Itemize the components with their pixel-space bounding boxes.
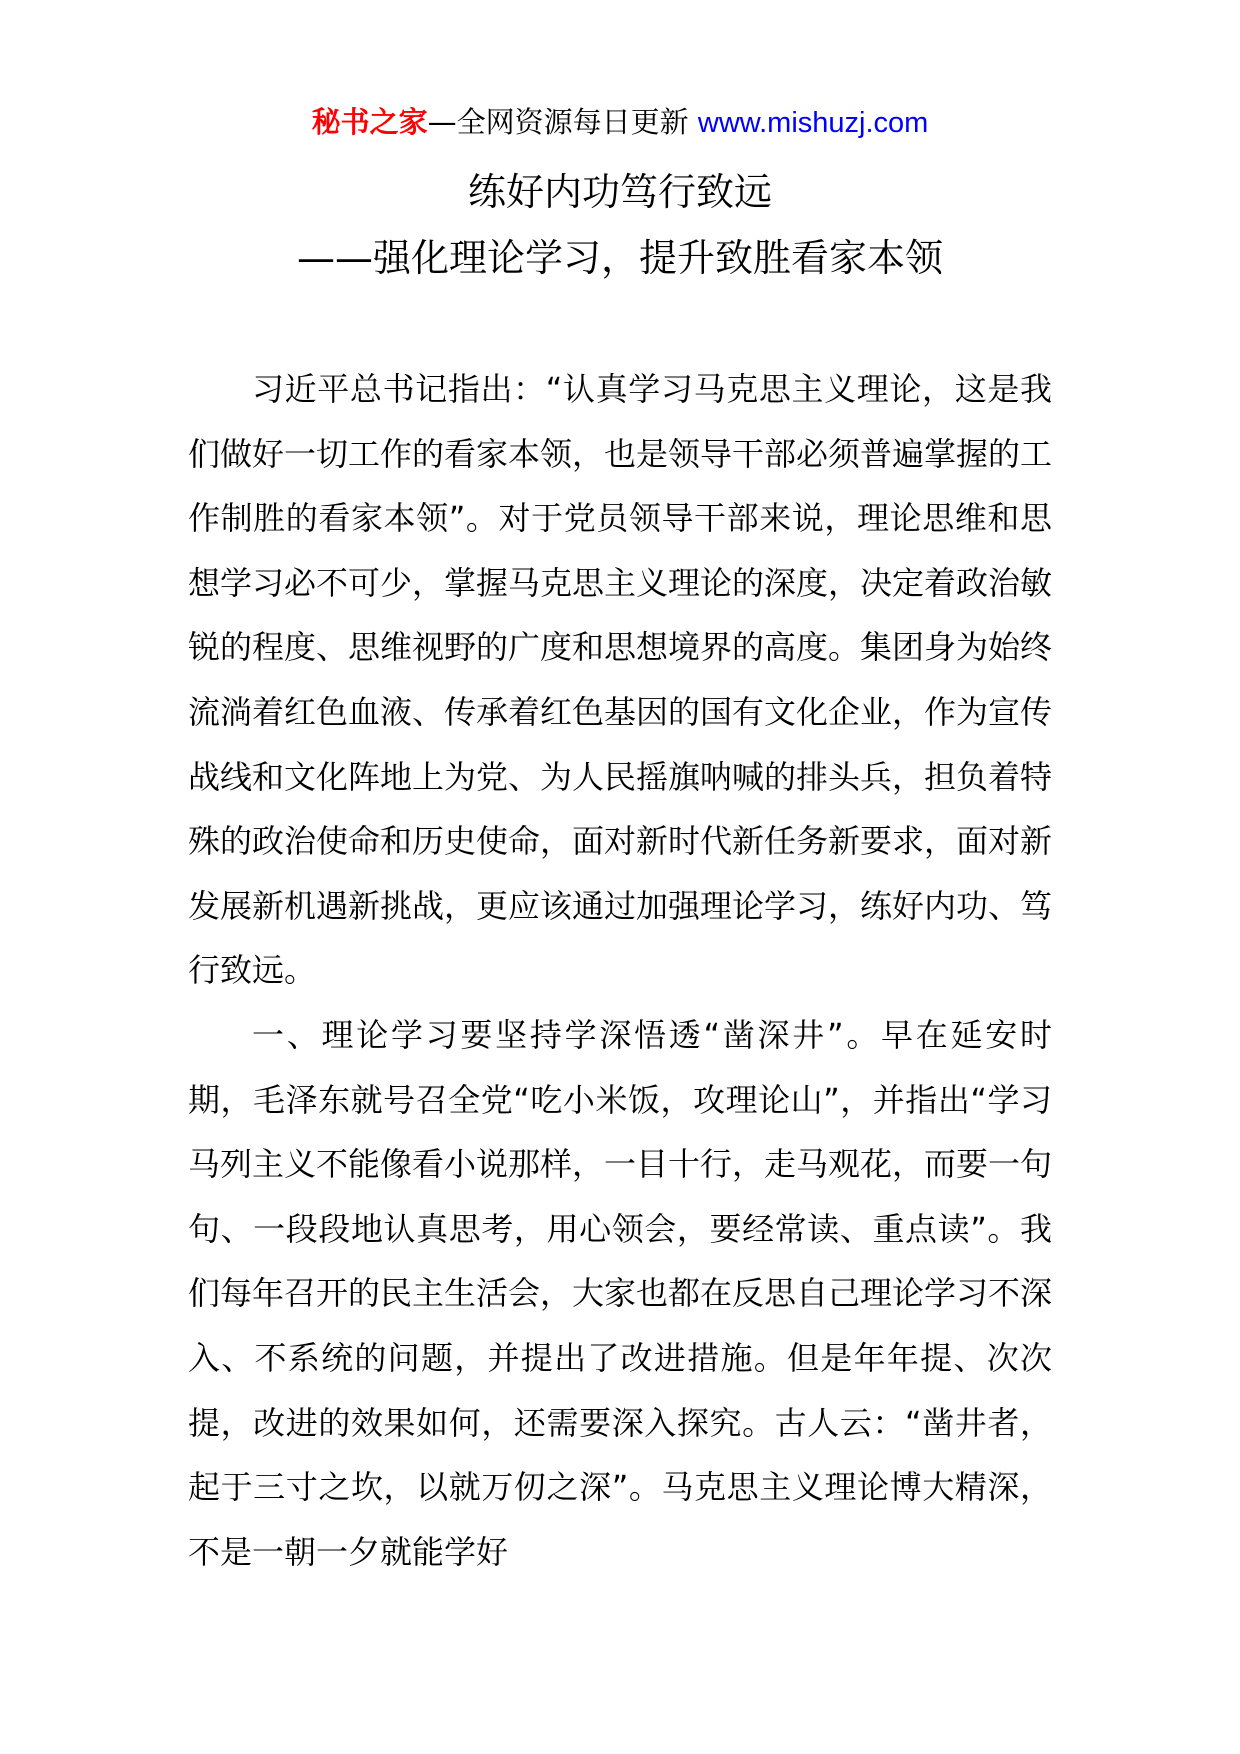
brand-name: 秘书之家: [311, 105, 428, 139]
body-paragraph: 一、理论学习要坚持学深悟透“凿深井”。早在延安时期，毛泽东就号召全党“吃小米饭，攻理论山”，并指出“学习马列主义不能像看小说那样，一目十行，走马观花，而要一句句、一段段地认真思考，用心领会，要经常读、重点读”。我们每年召开的民主生活会，大家也都在反思自己理论学习不深入、不系统的问题，并提出了改进措施。但是年年提、次次提，改进的效果如何，还需要深入探究。古人云：“凿井者，起于三寸之坎，以就万仞之深”。马克思主义理论博大精深，不是一朝一夕就能学好: [188, 1015, 1053, 1571]
document-title: 练好内功笃行致远: [467, 170, 772, 214]
site-header: [0, 100, 1240, 145]
site-tagline: —全网资源每日更新: [427, 105, 698, 139]
document-subtitle: ——强化理论学习，提升致胜看家本领: [296, 236, 943, 280]
site-url: www.mishuzj.com: [697, 107, 929, 139]
body-paragraph: 习近平总书记指出：“认真学习马克思主义理论，这是我们做好一切工作的看家本领，也是领导干部必须普遍掌握的工作制胜的看家本领”。对于党员领导干部来说，理论思维和思想学习必不可少，掌握马克思主义理论的深度，决定着政治敏锐的程度、思维视野的广度和思想境界的高度。集团身为始终流淌着红色血液、传承着红色基因的国有文化企业，作为宣传战线和文化阵地上为党、为人民摇旗呐喊的排头兵，担负着特殊的政治使命和历史使命，面对新时代新任务新要求，面对新发展新机遇新挑战，更应该通过加强理论学习，练好内功、笃行致远。: [188, 370, 1053, 990]
document-body: [188, 357, 1052, 1584]
